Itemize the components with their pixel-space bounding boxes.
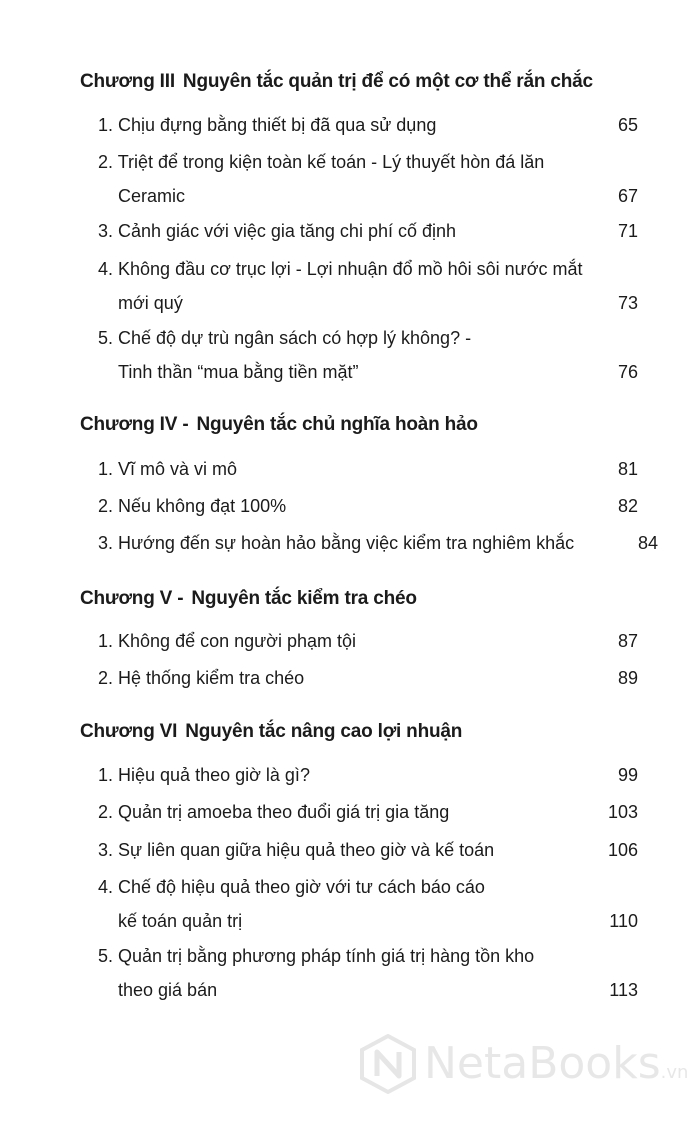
entry-text: 2. Hệ thống kiểm tra chéo	[98, 668, 305, 688]
entry-page-number: 81	[617, 459, 638, 479]
chapter-label: Chương III	[80, 71, 175, 92]
entry-page-number: 84	[637, 533, 658, 553]
entry-text: 1. Vĩ mô và vi mô	[98, 459, 238, 479]
entry-text: 3. Cảnh giác với việc gia tăng chi phí cố định	[98, 221, 457, 241]
toc-entry[interactable]	[98, 489, 638, 523]
chapter-5	[80, 588, 640, 688]
toc-entry[interactable]	[98, 108, 638, 142]
entry-page-number: 82	[617, 496, 638, 516]
entry-page-number: 99	[617, 765, 638, 785]
toc-entry[interactable]	[98, 624, 638, 658]
toc-entry[interactable]	[98, 661, 638, 695]
entry-text-continued: mới quý	[118, 293, 183, 313]
chapter-heading	[80, 721, 640, 743]
chapter-title: Nguyên tắc nâng cao lợi nhuận	[185, 721, 463, 742]
watermark-suffix: .vn	[660, 1062, 689, 1083]
entry-text: 5. Quản trị bằng phương pháp tính giá trị hàng tồn kho	[98, 946, 535, 966]
chapter-label: Chương V -	[80, 588, 184, 609]
entry-page-number: 73	[617, 293, 638, 313]
entry-text: 1. Không để con người phạm tội	[98, 631, 357, 651]
entry-text: 3. Sự liên quan giữa hiệu quả theo giờ và kế toán	[98, 840, 495, 860]
chapter-4	[80, 414, 658, 553]
toc-entry[interactable]	[98, 526, 658, 560]
netabooks-watermark	[360, 1022, 690, 1102]
entry-text: 4. Chế độ hiệu quả theo giờ với tư cách báo cáo	[98, 877, 485, 897]
toc-entry[interactable]	[98, 758, 638, 792]
entry-text: 2. Quản trị amoeba theo đuổi giá trị gia tăng	[98, 802, 450, 822]
entry-page-number: 103	[607, 802, 638, 822]
entry-text: 1. Chịu đựng bằng thiết bị đã qua sử dụng	[98, 115, 437, 135]
chapter-heading	[80, 588, 640, 610]
watermark-brand: NetaBooks	[424, 1038, 661, 1089]
entry-text-continued: Tinh thần “mua bằng tiền mặt”	[118, 362, 359, 382]
entry-page-number: 71	[617, 221, 638, 241]
entry-page-number: 110	[609, 911, 638, 931]
toc-entry[interactable]	[98, 452, 638, 486]
entry-page-number: 89	[617, 668, 638, 688]
toc-entry[interactable]	[98, 870, 638, 938]
toc-entry[interactable]	[98, 145, 638, 213]
entry-page-number: 113	[609, 980, 638, 1000]
chapter-heading	[80, 414, 640, 436]
chapter-6	[80, 721, 640, 1000]
entry-page-number: 67	[617, 186, 638, 206]
watermark-text	[424, 1038, 688, 1089]
entry-text-continued: Ceramic	[118, 186, 186, 206]
entry-text: 2. Nếu không đạt 100%	[98, 496, 287, 516]
entry-text-continued: theo giá bán	[118, 980, 218, 1000]
entry-page-number: 65	[617, 115, 638, 135]
chapter-3	[80, 71, 640, 93]
chapter-title: Nguyên tắc chủ nghĩa hoàn hảo	[196, 414, 478, 435]
entry-text: 3. Hướng đến sự hoàn hảo bằng việc kiểm tra nghiêm khắc	[98, 533, 575, 553]
entry-text: 1. Hiệu quả theo giờ là gì?	[98, 765, 310, 785]
chapter-title: Nguyên tắc kiểm tra chéo	[191, 588, 417, 609]
entry-text-continued: kế toán quản trị	[118, 911, 243, 931]
entry-text: 2. Triệt để trong kiện toàn kế toán - Lý thuyết hòn đá lăn	[98, 152, 545, 172]
entry-page-number: 87	[617, 631, 638, 651]
chapter-label: Chương VI	[80, 721, 178, 742]
chapter-label: Chương IV -	[80, 414, 189, 435]
entry-text: 4. Không đầu cơ trục lợi - Lợi nhuận đổ mồ hôi sôi nước mắt	[98, 259, 583, 279]
toc-entry[interactable]	[98, 214, 638, 248]
toc-entry[interactable]	[98, 939, 638, 1007]
chapter-heading	[80, 71, 640, 93]
entry-page-number: 76	[617, 362, 638, 382]
netabooks-logo-icon	[360, 1034, 416, 1094]
entry-page-number: 106	[607, 840, 638, 860]
toc-entry[interactable]	[98, 252, 638, 320]
toc-entry[interactable]	[98, 795, 638, 829]
entry-text: 5. Chế độ dự trù ngân sách có hợp lý không? -	[98, 328, 472, 348]
toc-entry[interactable]	[98, 321, 638, 389]
chapter-title: Nguyên tắc quản trị để có một cơ thể rắn chắc	[182, 71, 593, 92]
toc-entry[interactable]	[98, 833, 638, 867]
